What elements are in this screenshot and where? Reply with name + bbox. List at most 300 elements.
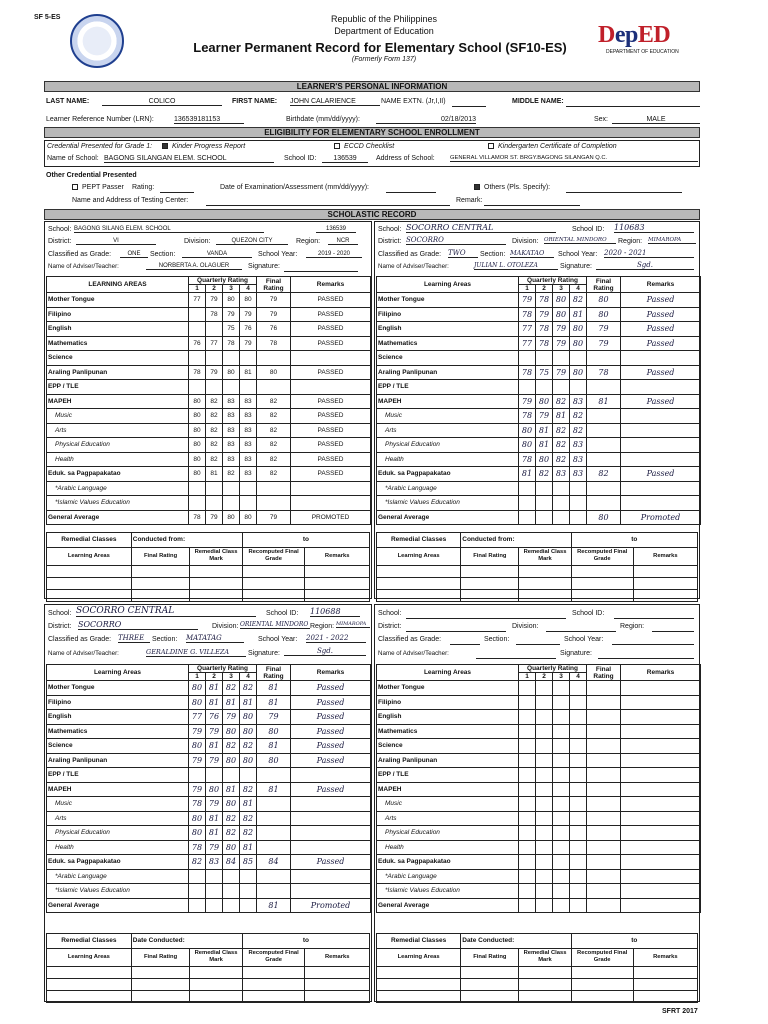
quarter-grade: 81 [223,782,240,797]
learning-area-name: *Arabic Language [47,869,189,884]
quarter-grade: 78 [536,336,553,351]
quarter-grade: 78 [189,797,206,812]
quarter-grade: 80 [536,394,553,409]
page-title: Learner Permanent Record for Elementary School (SF10-ES) [193,40,567,55]
elig-address-label: Address of School: [376,155,435,162]
learning-area-name: Mother Tongue [47,681,189,696]
learning-area-name: MAPEH [47,394,189,409]
quarter-grade: 81 [536,438,553,453]
g1-district: VI [76,238,156,245]
kcc-checkbox[interactable] [488,143,494,149]
remark-label: Remark: [456,197,483,204]
quarter-grade: 77 [189,710,206,725]
quarter-grade: 79 [206,840,223,855]
g4-region-label: Region: [620,623,645,630]
formerly-label: (Formerly Form 137) [351,56,417,63]
final-grade [587,481,621,496]
learning-area-name: Health [47,452,189,467]
birthdate-value: 02/18/2013 [376,116,476,124]
pept-checkbox[interactable] [72,184,78,190]
final-grade: 80 [587,510,621,525]
remedial-cell [461,990,519,1002]
g4-school-line[interactable] [406,618,566,619]
remark [291,869,371,884]
quarter-grade: 80 [240,710,257,725]
remark: Passed [621,365,701,380]
final-grade: 81 [257,782,291,797]
credential-label: Credential Presented for Grade 1: [47,143,153,150]
table-row [377,739,701,754]
remark [621,840,701,855]
final-grade: 78 [257,336,291,351]
learning-area-name: Science [47,739,189,754]
g4-year-label: School Year: [564,636,604,643]
quarter-grade: 81 [519,467,536,482]
quarter-grade [206,481,223,496]
g3-adviser: GERALDINE G. VILLEZA [146,648,246,657]
remark: PASSED [291,336,371,351]
quarter-grade: 80 [189,739,206,754]
g1-region-label: Region: [296,238,321,245]
g1-grade: ONE [120,251,148,258]
quarter-grade [519,753,536,768]
g4-school-label: School: [378,610,402,617]
g3-school-label: School: [48,610,72,617]
header-quarter-q2: 2 [536,673,553,681]
remark [621,826,701,841]
table-row [47,510,371,525]
header-learning-areas: Learning Areas [377,665,519,681]
rating-line [160,192,194,193]
quarter-grade [206,768,223,783]
remedial-cell [571,589,633,601]
remark [621,797,701,812]
header-quarterly-rating: Quarterly Rating [189,665,257,673]
remark: Passed [621,322,701,337]
header-quarterly-rating: Quarterly Rating [519,277,587,285]
quarter-grade: 80 [570,322,587,337]
quarter-grade: 82 [206,394,223,409]
g4-year-line[interactable] [612,644,694,645]
grade2-grades-table [376,276,701,525]
final-grade [257,811,291,826]
opt-kcc-label: Kindergarten Certificate of Completion [498,143,617,150]
quarter-grade: 83 [240,409,257,424]
to-label: to [242,533,369,548]
remedial-cell [519,577,571,589]
quarter-grade: 79 [223,710,240,725]
quarter-grade: 79 [519,293,536,308]
conducted-from-label: Conducted from: [131,533,242,548]
remark: PASSED [291,423,371,438]
g3-school-id-label: School ID: [266,610,299,617]
quarter-grade [570,739,587,754]
remedial-row [47,589,370,601]
learning-area-name: Arts [377,811,519,826]
quarter-grade: 79 [553,365,570,380]
quarter-grade [519,898,536,913]
quarter-grade [519,496,536,511]
remark: Promoted [291,898,371,913]
quarter-grade [223,884,240,899]
quarter-grade [536,481,553,496]
final-grade [587,695,621,710]
quarter-grade [223,898,240,913]
remark: PASSED [291,322,371,337]
remedial-cell [633,589,697,601]
middle-name-label: MIDDLE NAME: [512,98,564,105]
remark [621,380,701,395]
learning-area-name: Music [47,409,189,424]
quarter-grade: 82 [223,467,240,482]
quarter-grade: 81 [240,695,257,710]
quarter-grade [570,811,587,826]
remedial-cell [47,966,132,978]
quarter-grade: 76 [240,322,257,337]
remark: PASSED [291,365,371,380]
quarter-grade [553,351,570,366]
name-ext-label: NAME EXTN. (Jr,I,II) [381,98,446,105]
quarter-grade [570,782,587,797]
g3-region-label: Region: [310,623,335,630]
table-row [377,753,701,768]
recomputed-col: Recomputed Final Grade [571,547,633,565]
remark [621,768,701,783]
quarter-grade [519,840,536,855]
others-label: Others (Pls. Specify): [484,184,551,191]
deped-seal-icon [70,14,124,68]
header-remarks: Remarks [291,665,371,681]
learning-areas-col: Learning Areas [377,547,461,565]
others-checkbox[interactable] [474,184,480,190]
remedial-cell [377,565,461,577]
remedial-cell [131,577,190,589]
remark-line [484,205,580,206]
g3-adviser-label: Name of Adviser/Teacher: [48,650,119,657]
final-grade [587,438,621,453]
name-ext-line [452,106,486,107]
quarter-grade: 81 [536,423,553,438]
learning-area-name: Music [377,797,519,812]
remedial-cell [190,565,242,577]
quarter-grade [536,380,553,395]
kinder-checkbox[interactable] [162,143,168,149]
quarter-grade [570,840,587,855]
remedial-cell [242,589,305,601]
g4-grade-line[interactable] [450,644,480,645]
quarter-grade [223,768,240,783]
others-option [474,184,550,191]
table-row [47,467,371,482]
g2-signature-label: Signature: [560,263,592,270]
table-row [47,293,371,308]
g4-region-line[interactable] [652,631,694,632]
learning-areas-col: Learning Areas [47,547,132,565]
remark [621,724,701,739]
quarter-grade [570,710,587,725]
table-row [47,409,371,424]
quarter-grade [553,797,570,812]
table-row [377,293,701,308]
learning-area-name: Science [47,351,189,366]
opt-kinder [162,143,245,150]
remark [621,409,701,424]
learning-area-name: Filipino [47,695,189,710]
quarter-grade: 78 [536,293,553,308]
quarter-grade: 82 [206,452,223,467]
g2-region-label: Region: [618,238,643,245]
quarter-grade [519,510,536,525]
quarter-grade: 78 [223,336,240,351]
table-row [377,481,701,496]
eccd-checkbox[interactable] [334,143,340,149]
quarter-grade: 83 [240,438,257,453]
remark [621,855,701,870]
remark [621,438,701,453]
remedial-cell [131,978,190,990]
remark [291,811,371,826]
remedial-cell [461,589,519,601]
quarter-grade: 79 [536,409,553,424]
quarter-grade [536,710,553,725]
final-grade [587,898,621,913]
other-credential-label: Other Credential Presented [46,172,137,179]
quarter-grade [240,869,257,884]
quarter-grade: 77 [206,336,223,351]
header-quarter-q3: 3 [223,673,240,681]
g1-adviser: NORBERTA A. OLAGUER [146,263,242,270]
quarter-grade: 79 [536,307,553,322]
department-label: Department of Education [334,26,434,36]
quarter-grade: 77 [519,322,536,337]
learning-area-name: Health [47,840,189,855]
quarter-grade: 79 [206,365,223,380]
personal-info-bar: LEARNER'S PERSONAL INFORMATION [44,81,700,92]
quarter-grade: 80 [570,336,587,351]
remedial-row [377,565,698,577]
g1-year-label: School Year: [258,251,298,258]
table-row [377,409,701,424]
quarter-grade: 82 [240,739,257,754]
quarter-grade [223,380,240,395]
remedial-cell [131,990,190,1002]
remark: Passed [291,724,371,739]
table-row [377,782,701,797]
remedial-mark-col: Remedial Class Mark [190,948,242,966]
remark: Passed [291,681,371,696]
quarter-grade: 83 [240,423,257,438]
g1-region: NCR [328,238,358,245]
quarter-grade [570,380,587,395]
g1-school-id: 136539 [316,226,356,233]
quarter-grade [519,739,536,754]
testing-center-line [206,205,450,206]
g1-section-label: Section: [150,251,176,258]
quarter-grade [206,380,223,395]
g4-division-line[interactable] [546,631,616,632]
quarter-grade: 78 [536,322,553,337]
lrn-value: 136539181153 [174,116,244,124]
header-quarterly-rating: Quarterly Rating [519,665,587,673]
table-row [377,768,701,783]
table-row [47,394,371,409]
remedial-row [377,966,698,978]
g3-section: MATATAG [186,634,244,643]
quarter-grade [519,869,536,884]
quarter-grade: 85 [240,855,257,870]
learning-area-name: Eduk. sa Pagpapakatao [377,467,519,482]
learning-area-name: Health [377,452,519,467]
final-grade: 82 [257,409,291,424]
table-row [377,423,701,438]
header-quarter-q2: 2 [536,285,553,293]
quarter-grade [553,768,570,783]
elig-school-name-label: Name of School: [47,155,99,162]
remedial-cell [461,966,519,978]
g2-division-label: Division: [512,238,539,245]
final-grade: 84 [257,855,291,870]
final-rating-col: Final Rating [461,948,519,966]
quarter-grade [570,753,587,768]
final-grade: 81 [257,681,291,696]
remedial-cell [305,565,370,577]
grade3-grades-table [46,664,371,913]
remedial-cell [190,978,242,990]
g1-signature-line [284,271,358,272]
remedial-row [47,577,370,589]
learning-area-name: Araling Panlipunan [377,365,519,380]
remedial-row [47,990,370,1002]
table-row [377,336,701,351]
remark [621,710,701,725]
g4-school-id-line[interactable] [614,618,694,619]
remedial-mark-col: Remedial Class Mark [519,948,571,966]
quarter-grade [189,481,206,496]
g4-district-line[interactable] [406,631,506,632]
quarter-grade: 82 [553,423,570,438]
remark: Passed [621,467,701,482]
remedial-cell [633,990,697,1002]
quarter-grade: 83 [223,438,240,453]
exam-date-label: Date of Examination/Assessment (mm/dd/yyyy): [220,184,369,191]
quarter-grade: 81 [570,307,587,322]
final-grade [587,380,621,395]
quarter-grade: 77 [519,336,536,351]
remedial-cell [47,565,132,577]
remedial-cell [242,966,305,978]
final-grade [257,380,291,395]
quarter-grade [240,351,257,366]
quarter-grade: 83 [223,409,240,424]
quarter-grade: 83 [570,438,587,453]
quarter-grade [206,898,223,913]
remedial-cell [633,978,697,990]
quarter-grade: 82 [206,409,223,424]
quarter-grade: 80 [240,293,257,308]
quarter-grade [553,481,570,496]
header-quarter-q1: 1 [189,673,206,681]
remedial-cell [242,990,305,1002]
quarter-grade: 82 [240,681,257,696]
quarter-grade: 80 [189,467,206,482]
remarks-col: Remarks [633,547,697,565]
quarter-grade: 82 [206,438,223,453]
quarter-grade: 80 [189,452,206,467]
quarter-grade [536,724,553,739]
learning-area-name: Science [377,739,519,754]
final-grade [587,855,621,870]
quarter-grade: 75 [223,322,240,337]
conducted-from-label: Date Conducted: [461,934,571,949]
g2-year-label: School Year: [558,251,598,258]
quarter-grade: 79 [519,394,536,409]
learning-area-name: Mother Tongue [377,293,519,308]
quarter-grade: 76 [206,710,223,725]
quarter-grade: 82 [206,423,223,438]
quarter-grade: 83 [240,467,257,482]
table-row [377,681,701,696]
g4-signature-line[interactable] [598,658,694,659]
table-row [47,351,371,366]
learning-area-name: Mathematics [47,724,189,739]
grade4-remedial-table [376,933,698,1003]
final-grade: 79 [257,710,291,725]
table-row [377,797,701,812]
remark: Passed [621,394,701,409]
table-row [47,768,371,783]
remark [621,753,701,768]
quarter-grade [553,855,570,870]
quarter-grade: 80 [189,438,206,453]
table-row [377,710,701,725]
remark [621,423,701,438]
quarter-grade: 82 [223,811,240,826]
quarter-grade [519,797,536,812]
quarter-grade: 78 [206,307,223,322]
remedial-cell [131,966,190,978]
quarter-grade: 80 [223,293,240,308]
remark: PROMOTED [291,510,371,525]
final-grade [587,811,621,826]
g4-adviser-line[interactable] [476,658,556,659]
learning-area-name: English [377,710,519,725]
table-row [377,365,701,380]
quarter-grade: 79 [240,336,257,351]
grade1-remedial-table [46,532,370,602]
remedial-cell [519,978,571,990]
table-row [47,739,371,754]
quarter-grade: 80 [189,826,206,841]
quarter-grade: 79 [206,724,223,739]
g4-school-id-label: School ID: [572,610,605,617]
learning-area-name: Araling Panlipunan [47,365,189,380]
quarter-grade: 80 [223,797,240,812]
remedial-cell [461,978,519,990]
quarter-grade [570,898,587,913]
remarks-col: Remarks [305,948,370,966]
remedial-cell [377,966,461,978]
quarter-grade: 82 [553,452,570,467]
to-label: to [571,533,697,548]
table-row [377,380,701,395]
header-remarks: Remarks [621,277,701,293]
quarter-grade [553,739,570,754]
quarter-grade [189,322,206,337]
g4-section-line[interactable] [516,644,560,645]
opt-eccd [334,143,394,150]
remark [291,496,371,511]
quarter-grade: 80 [240,724,257,739]
